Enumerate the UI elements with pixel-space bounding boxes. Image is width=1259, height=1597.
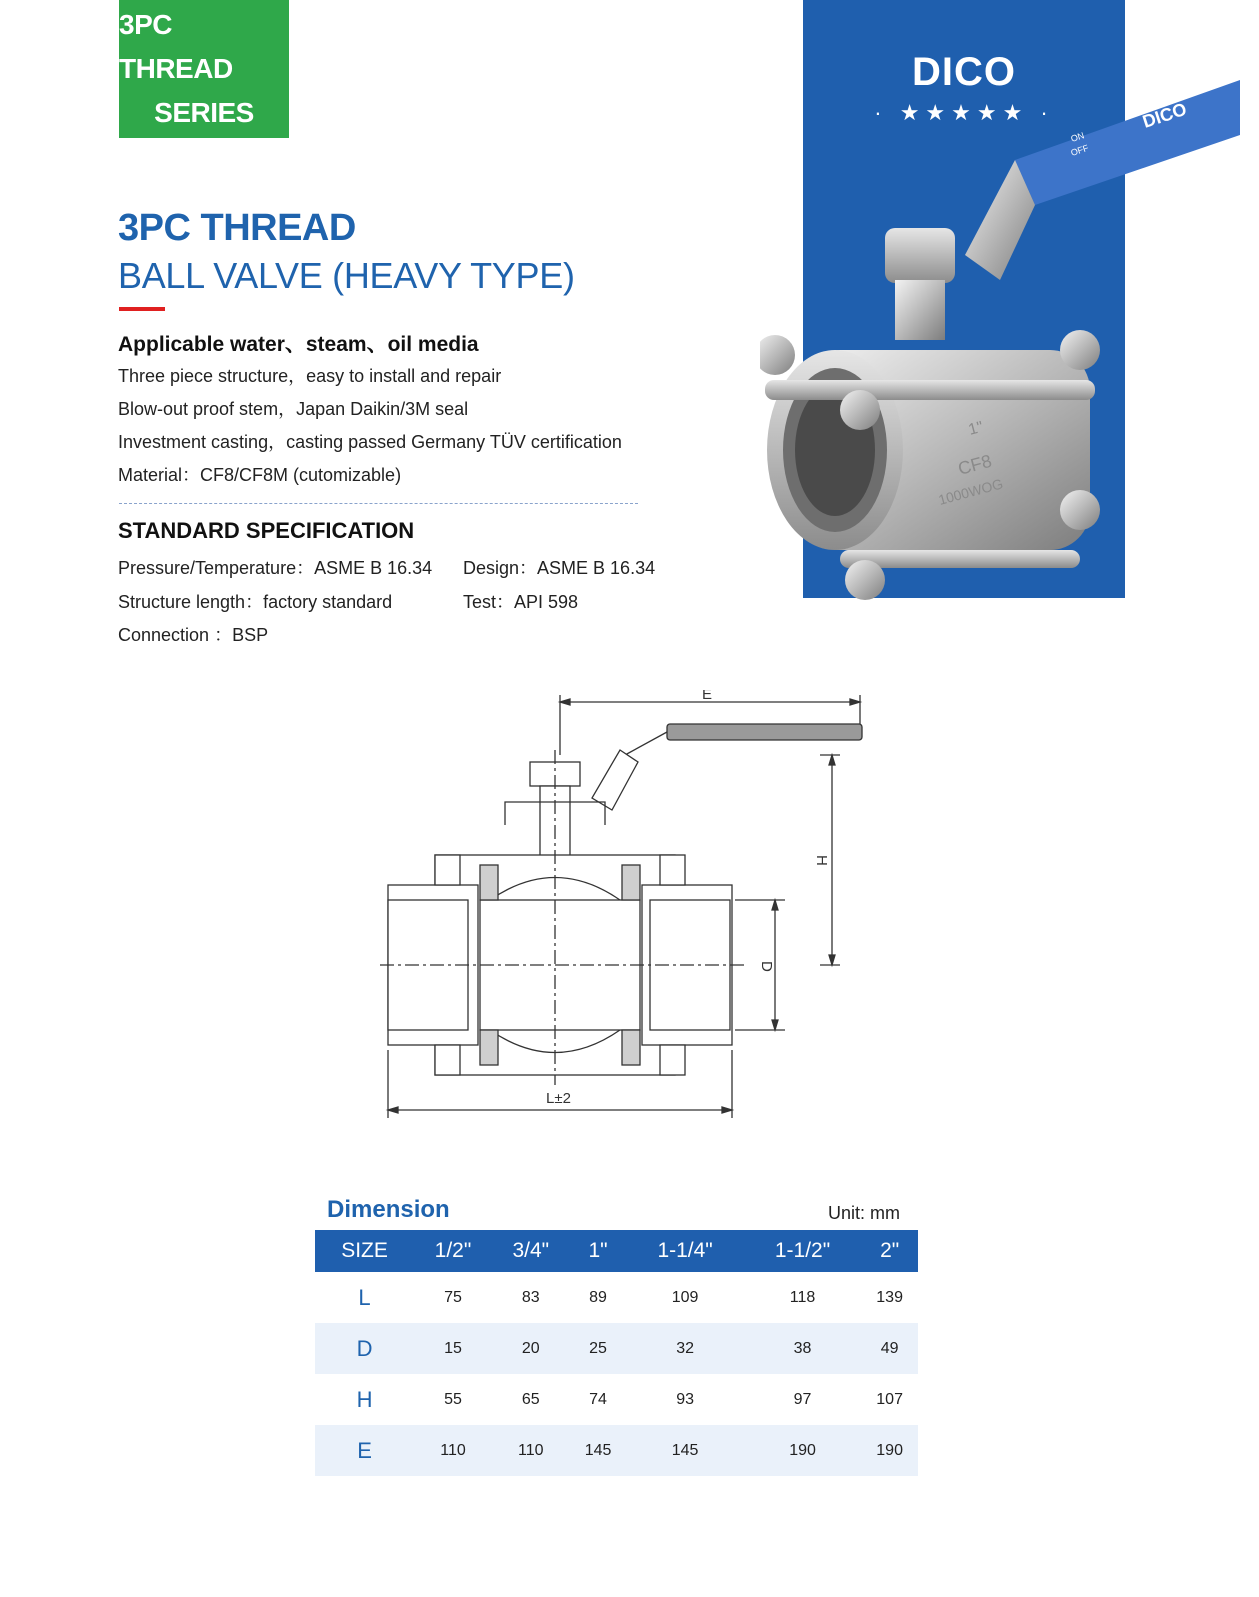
handle-on-text: ON <box>1069 130 1086 144</box>
table-header-cell: 1/2" <box>414 1230 492 1272</box>
table-header-cell: 1" <box>570 1230 627 1272</box>
table-header-cell: 3/4" <box>492 1230 570 1272</box>
body-rating-marking: 1000WOG <box>936 475 1005 508</box>
table-cell: 110 <box>414 1425 492 1476</box>
body-material-marking: CF8 <box>955 450 994 479</box>
spec-heading: STANDARD SPECIFICATION <box>118 518 415 543</box>
table-row <box>315 1272 918 1323</box>
row-label: H <box>356 1386 373 1412</box>
table-cell: 49 <box>861 1323 918 1374</box>
spec-item: Structure length：factory standard <box>118 592 393 612</box>
table-cell: 74 <box>589 1390 607 1408</box>
table-cell: 145 <box>570 1425 627 1476</box>
table-header-cell: SIZE <box>315 1230 414 1272</box>
spec-item: Design：ASME B 16.34 <box>463 558 656 578</box>
series-badge-line2: SERIES <box>154 97 254 128</box>
features-heading: Applicable water、steam、oil media <box>118 333 479 356</box>
handle-brand-text: DICO <box>1140 98 1190 132</box>
feature-item: Investment casting，casting passed Germany TÜV certification <box>118 432 622 452</box>
dimension-title: Dimension <box>327 1196 450 1223</box>
drawing-label-l: L±2 <box>546 1090 571 1107</box>
row-label: E <box>315 1425 414 1476</box>
table-cell: 55 <box>444 1390 462 1408</box>
table-cell: 20 <box>492 1323 570 1374</box>
table-cell: 109 <box>671 1288 699 1306</box>
row-label: L <box>358 1284 371 1310</box>
title-underline <box>119 307 165 311</box>
spec-item: Pressure/Temperature：ASME B 16.34 <box>118 558 433 578</box>
series-badge-line1: 3PC THREAD <box>119 9 233 84</box>
table-cell: 93 <box>676 1390 694 1408</box>
table-cell: 110 <box>492 1425 570 1476</box>
feature-item: Three piece structure，easy to install and repair <box>118 366 502 386</box>
feature-item: Material：CF8/CF8M (cutomizable) <box>118 465 402 485</box>
product-title: 3PC THREAD <box>118 207 356 249</box>
body-size-marking: 1" <box>966 418 986 439</box>
spec-item: Connection ：BSP <box>118 625 269 645</box>
table-row <box>315 1425 918 1476</box>
table-cell: 25 <box>570 1323 627 1374</box>
spec-item: Test：API 598 <box>463 592 579 612</box>
product-subtitle: BALL VALVE (HEAVY TYPE) <box>118 255 575 296</box>
table-header-cell: 2" <box>861 1230 918 1272</box>
table-cell: 15 <box>414 1323 492 1374</box>
valve-handle <box>965 80 1240 280</box>
table-cell: 75 <box>444 1288 462 1306</box>
handle-off-text: OFF <box>1069 142 1090 158</box>
drawing-label-d: D <box>758 961 775 972</box>
dimension-unit: Unit: mm <box>828 1203 900 1223</box>
table-cell: 145 <box>626 1425 743 1476</box>
table-header-cell: 1-1/4" <box>626 1230 743 1272</box>
table-cell: 89 <box>589 1288 607 1306</box>
table-cell: 97 <box>793 1390 812 1408</box>
brand-stars: · ★★★★★ · <box>874 100 1054 125</box>
table-cell: 118 <box>789 1288 816 1306</box>
table-cell: 139 <box>876 1288 903 1306</box>
drawing-label-e: E <box>702 690 713 703</box>
table-cell: 190 <box>861 1425 918 1476</box>
section-divider <box>119 503 638 504</box>
table-row <box>315 1374 918 1425</box>
technical-drawing <box>380 690 900 1140</box>
feature-item: Blow-out proof stem，Japan Daikin/3M seal <box>118 399 469 419</box>
valve-body <box>760 330 1100 600</box>
brand-logo: DICO <box>912 50 1016 94</box>
stem <box>895 280 945 340</box>
stem-nut <box>885 228 955 283</box>
table-row <box>315 1323 918 1374</box>
table-cell: 190 <box>744 1425 861 1476</box>
series-badge <box>119 0 289 138</box>
table-header-cell: 1-1/2" <box>744 1230 861 1272</box>
table-header-row <box>315 1230 918 1272</box>
table-cell: 83 <box>521 1288 540 1306</box>
valve-photo <box>760 80 1240 640</box>
row-label: D <box>315 1323 414 1374</box>
drawing-label-h: H <box>813 855 830 866</box>
dimension-table <box>315 1230 918 1476</box>
table-cell: 65 <box>521 1390 540 1408</box>
table-cell: 38 <box>744 1323 861 1374</box>
table-cell: 107 <box>876 1390 903 1408</box>
table-cell: 32 <box>626 1323 743 1374</box>
